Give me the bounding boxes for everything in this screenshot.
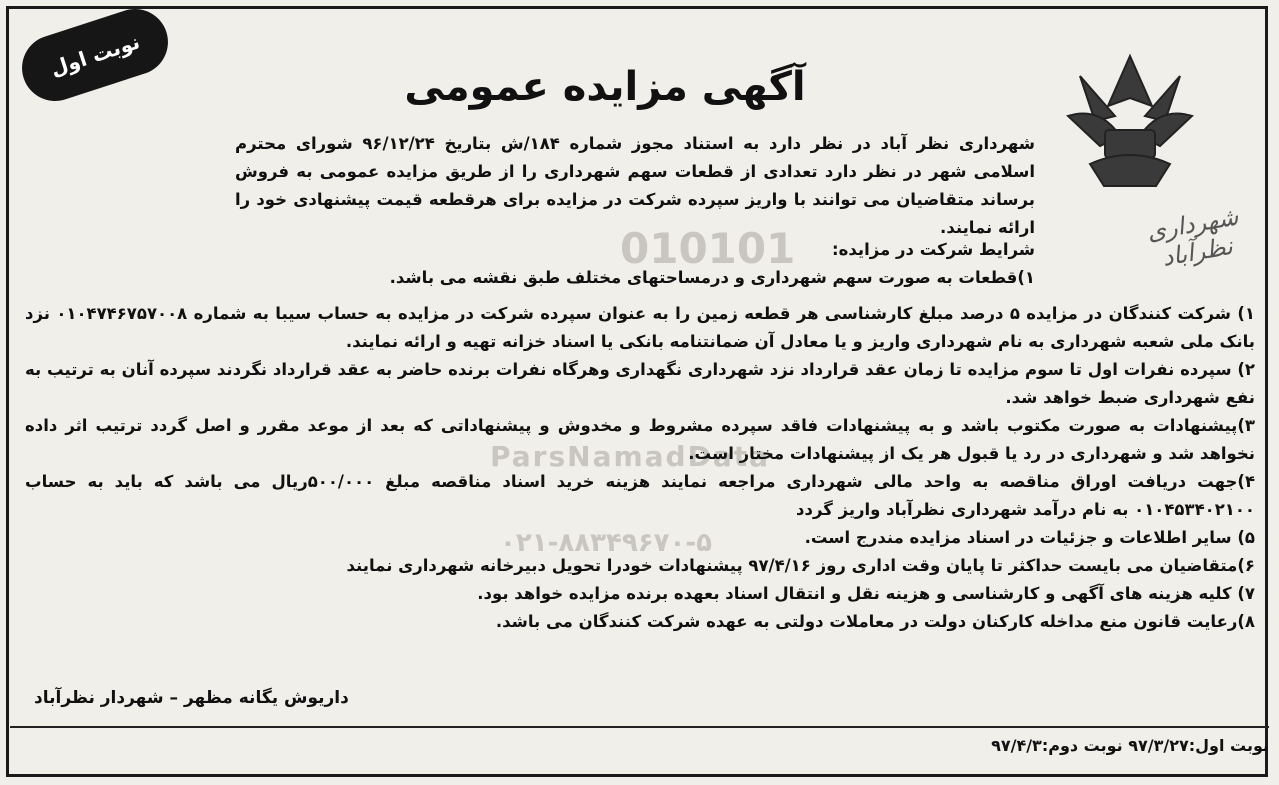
page-title: آگهی مزایده عمومی <box>404 64 806 110</box>
badge-label: نوبت اول <box>47 29 143 81</box>
municipality-logo-icon <box>1060 46 1200 196</box>
condition-item: ۱)قطعات به صورت سهم شهرداری و درمساحتهای مختلف طبق نقشه می باشد. <box>389 268 1035 287</box>
list-item: ۲) سپرده نفرات اول تا سوم مزایده تا زمان عقد قرارداد نزد شهرداری نگهداری وهرگاه نفرات برنده حاضر به عقد قرارداد نگردند سپرده آنان به ترتیب به نفع شهرداری ضبط خواهد شد. <box>25 360 1255 407</box>
watermark-phone: ۰۲۱-۸۸۳۴۹۶۷۰-۵ <box>500 528 713 558</box>
list-item: ۸)رعایت قانون منع مداخله کارکنان دولت در معاملات دولتی به عهده شرکت کنندگان می باشد. <box>495 612 1255 631</box>
list-item: ۶)متقاضیان می بایست حداکثر تا پایان وقت اداری روز ۹۷/۴/۱۶ پیشنهادات خودرا تحویل دبیرخانه شهرداری نمایند <box>346 556 1255 575</box>
logo-caption: شهرداری نظرآباد <box>1144 202 1241 272</box>
conditions-list <box>25 300 1255 636</box>
intro-paragraph: شهرداری نظر آباد در نظر دارد به استناد مجوز شماره ۱۸۴/ش بتاریخ ۹۶/۱۲/۲۴ شورای محترم اسلامی شهر در نظر دارد تعدادی از قطعات سهم شهرداری را از طریق مزایده عمومی به فروش برساند متقاضیان می توانند با واریز سپرده شرکت در مزایده برای هرقطعه قیمت پیشنهادی خود را ارائه نمایند. <box>235 134 1035 237</box>
list-item: ۱) شرکت کنندگان در مزایده ۵ درصد مبلغ کارشناسی هر قطعه زمین را به عنوان سپرده شرکت در مزایده به حساب سیبا به شماره ۰۱۰۴۷۴۶۷۵۷۰۰۸ نزد بانک ملی شعبه شهرداری به نام شهرداری واریز و یا معادل آن ضمانتنامه بانکی یا اسناد خزانه تهیه و ارائه نمایند. <box>25 304 1255 351</box>
conditions-block <box>135 236 1035 292</box>
watermark-code: 010101 <box>620 224 796 273</box>
list-item: ۵) سایر اطلاعات و جزئیات در اسناد مزایده مندرج است. <box>804 528 1255 547</box>
conditions-heading: شرایط شرکت در مزایده: <box>832 240 1035 259</box>
list-item: ۷) کلیه هزینه های آگهی و کارشناسی و هزینه نقل و انتقال اسناد بعهده برنده مزایده خواهد بود. <box>477 584 1255 603</box>
signature: داریوش یگانه مظهر – شهردار نظرآباد <box>34 688 349 708</box>
list-item: ۳)پیشنهادات به صورت مکتوب باشد و به پیشنهادات فاقد سپرده مشروط و مخدوش و پیشنهاداتی که بعد از موعد مقرر و اصل گردد ترتیب اثر داده نخواهد شد و شهرداری در رد یا قبول هر یک از پیشنهادات مختار است. <box>25 416 1255 463</box>
publication-dates: نوبت اول:۹۷/۳/۲۷ نوبت دوم:۹۷/۴/۳ <box>10 726 1269 755</box>
list-item: ۴)جهت دریافت اوراق مناقصه به واحد مالی شهرداری مراجعه نمایند هزینه خرید اسناد مناقصه مبلغ ۵۰۰/۰۰۰ریال می باشد که باید به حساب ۰۱۰۴۵۳۴۰۲۱۰۰ به نام درآمد شهرداری نظرآباد واریز گردد <box>25 472 1256 519</box>
watermark-brand: ParsNamadData <box>490 440 770 473</box>
